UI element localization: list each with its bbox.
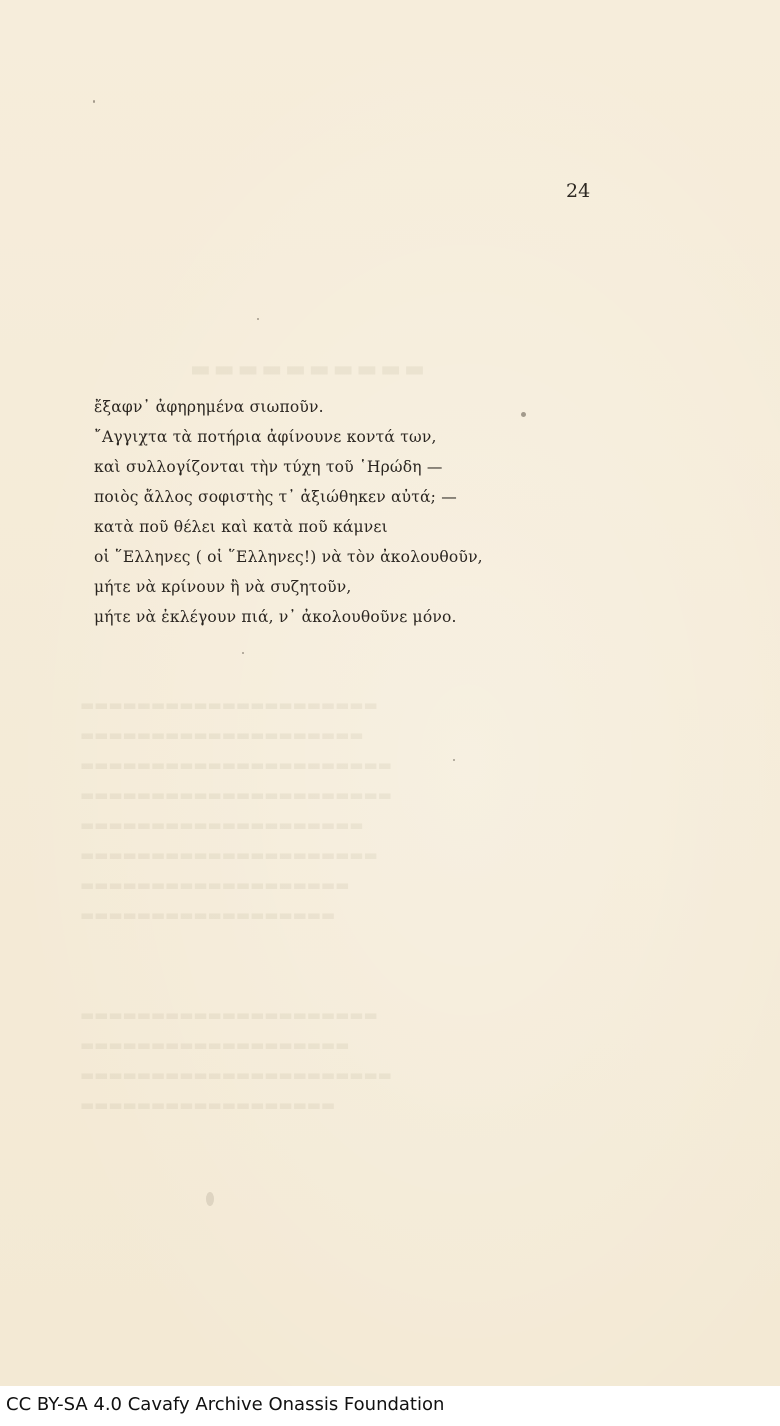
license-credit: CC BY-SA 4.0 Cavafy Archive Onassis Foundation (6, 1394, 445, 1415)
paper-speck (93, 100, 95, 103)
footer (0, 1386, 780, 1426)
poem-line: μήτε νὰ ἐκλέγουν πιά, ν᾽ ἀκολουθοῦνε μόνο. (94, 608, 457, 626)
paper-speck (206, 1192, 214, 1206)
poem-line: καὶ συλλογίζονται τὴν τύχη τοῦ ῾Ηρώδη — (94, 458, 443, 476)
show-through-texture: ▬▬▬▬▬▬▬▬▬▬▬▬▬▬▬▬▬▬▬▬▬ ▬▬▬▬▬▬▬▬▬▬▬▬▬▬▬▬▬▬▬ ▬▬▬▬▬▬▬▬▬▬▬▬▬▬▬▬▬▬▬▬▬▬ ▬▬▬▬▬▬▬▬▬▬▬▬▬▬▬▬▬▬ (80, 1006, 392, 1114)
show-through-texture: ▬▬▬▬▬▬▬▬▬▬▬▬▬▬▬▬▬▬▬▬▬ ▬▬▬▬▬▬▬▬▬▬▬▬▬▬▬▬▬▬▬▬ ▬▬▬▬▬▬▬▬▬▬▬▬▬▬▬▬▬▬▬▬▬▬ ▬▬▬▬▬▬▬▬▬▬▬▬▬▬▬▬▬▬▬▬▬▬ ▬▬▬▬▬▬▬▬▬▬▬▬▬▬▬▬▬▬▬▬ ▬▬▬▬▬▬▬▬▬▬▬▬▬▬▬▬▬▬▬▬▬ ▬▬▬▬▬▬▬▬▬▬▬▬▬▬▬▬▬▬▬ ▬▬▬▬▬▬▬▬▬▬▬▬▬▬▬▬▬▬ (80, 696, 392, 924)
poem-line: ποιὸς ἄλλος σοφιστὴς τ᾽ ἀξιώθηκεν αὐτά; — (94, 488, 457, 506)
show-through-texture: ▬▬▬▬▬▬▬▬▬▬ (190, 357, 428, 382)
poem-text (94, 392, 483, 632)
poem-line: οἱ ῞Ελληνες ( οἱ ῞Ελληνες!) νὰ τὸν ἀκολουθοῦν, (94, 548, 483, 566)
poem-line: ἔξαφν᾽ ἀφηρημένα σιωποῦν. (94, 398, 324, 416)
poem-line: ῎Αγγιχτα τὰ ποτήρια ἀφίνουνε κοντά των, (94, 428, 437, 446)
paper-speck (257, 318, 259, 320)
paper-speck (242, 652, 244, 654)
paper-speck (521, 412, 526, 417)
page-number: 24 (566, 180, 591, 202)
poem-line: κατὰ ποῦ θέλει καὶ κατὰ ποῦ κάμνει (94, 518, 388, 536)
paper-speck (453, 759, 455, 761)
poem-line: μήτε νὰ κρίνουν ἢ νὰ συζητοῦν, (94, 578, 352, 596)
